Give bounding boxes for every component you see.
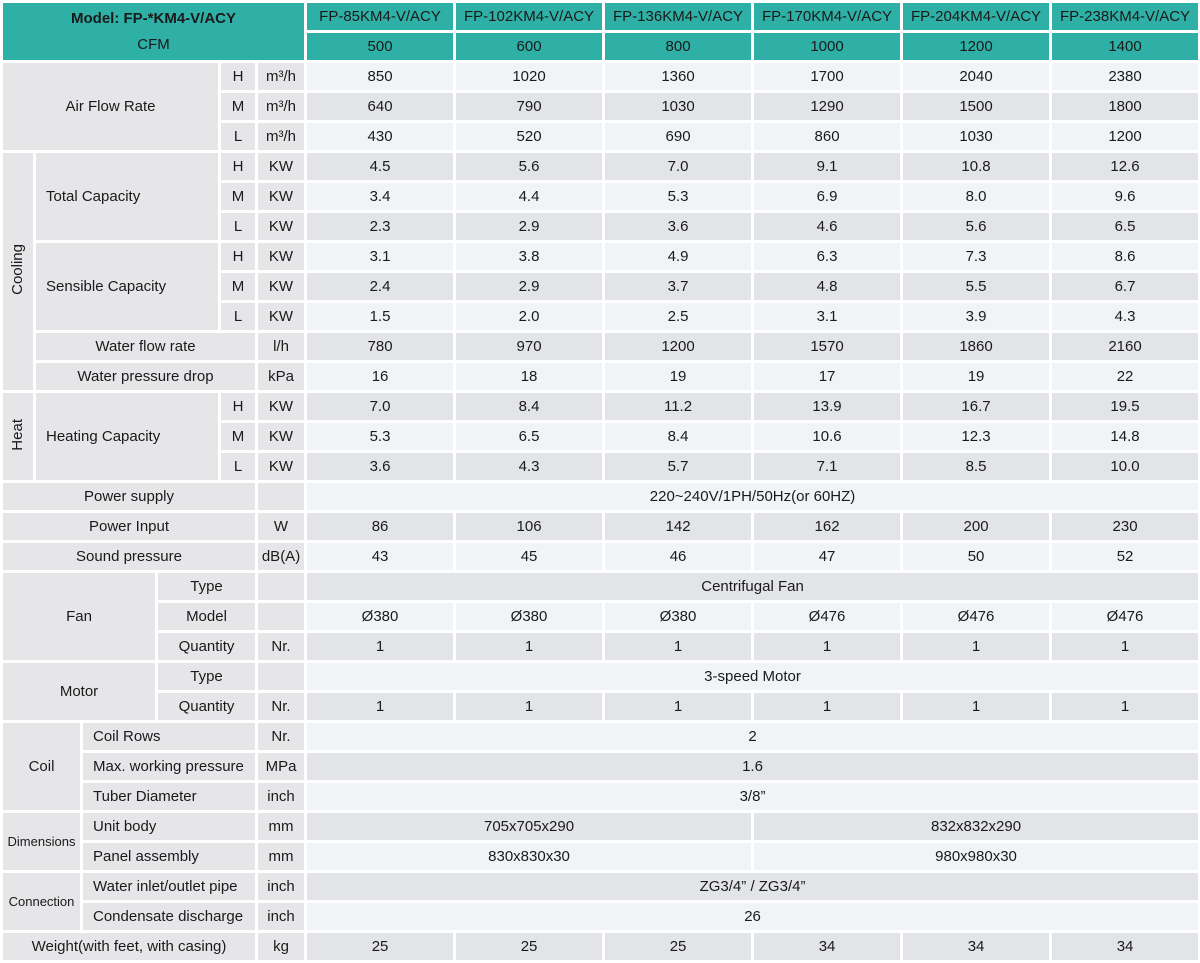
value-cell: 3.8: [456, 243, 602, 270]
value-cell: 2.9: [456, 213, 602, 240]
value-cell: 520: [456, 123, 602, 150]
value-cell: 2.5: [605, 303, 751, 330]
value-cell-max-working-pressure: 1.6: [307, 753, 1198, 780]
unit-label: KW: [258, 393, 304, 420]
value-cell-unit-body-large: 832x832x290: [754, 813, 1198, 840]
value-cell: 2.4: [307, 273, 453, 300]
unit-label: MPa: [258, 753, 304, 780]
value-cell: 4.9: [605, 243, 751, 270]
value-cell: 2.0: [456, 303, 602, 330]
speed-label: M: [221, 273, 255, 300]
value-cell-water-inlet-outlet: ZG3/4” / ZG3/4”: [307, 873, 1198, 900]
row-label-fan-model: Model: [158, 603, 255, 630]
row-label-panel-assembly: Panel assembly: [83, 843, 255, 870]
value-cell: 3.7: [605, 273, 751, 300]
value-cell: 1200: [605, 333, 751, 360]
value-cell-unit-body-small: 705x705x290: [307, 813, 751, 840]
value-cell: 3.9: [903, 303, 1049, 330]
unit-label: KW: [258, 213, 304, 240]
speed-label: H: [221, 63, 255, 90]
value-cell: 3.4: [307, 183, 453, 210]
section-label-fan: Fan: [3, 573, 155, 660]
value-cell: 850: [307, 63, 453, 90]
value-cell: 6.5: [1052, 213, 1198, 240]
cfm-header-label: CFM: [137, 35, 170, 53]
value-cell: 1: [1052, 633, 1198, 660]
speed-label: L: [221, 453, 255, 480]
value-cell: 1: [456, 633, 602, 660]
value-cell: 52: [1052, 543, 1198, 570]
row-label-power-supply: Power supply: [3, 483, 255, 510]
value-cell: Ø476: [754, 603, 900, 630]
value-cell: 1: [456, 693, 602, 720]
unit-label: KW: [258, 453, 304, 480]
row-label-heating-capacity: Heating Capacity: [36, 393, 218, 480]
value-cell-power-supply: 220~240V/1PH/50Hz(or 60HZ): [307, 483, 1198, 510]
value-cell: 4.4: [456, 183, 602, 210]
value-cell: 19: [903, 363, 1049, 390]
value-cell: 6.5: [456, 423, 602, 450]
value-cell: 1030: [903, 123, 1049, 150]
unit-label-empty: [258, 573, 304, 600]
unit-label: Nr.: [258, 723, 304, 750]
section-label-heat: Heat: [3, 393, 33, 480]
value-cell: 1360: [605, 63, 751, 90]
value-cell: 25: [307, 933, 453, 960]
unit-label: KW: [258, 423, 304, 450]
value-cell: Ø476: [903, 603, 1049, 630]
value-cell-motor-type: 3-speed Motor: [307, 663, 1198, 690]
value-cell: 1860: [903, 333, 1049, 360]
unit-label: inch: [258, 783, 304, 810]
value-cell: 47: [754, 543, 900, 570]
value-cell-panel-assembly-large: 980x980x30: [754, 843, 1198, 870]
section-label-dimensions: Dimensions: [3, 813, 80, 870]
value-cell: 780: [307, 333, 453, 360]
value-cell: 142: [605, 513, 751, 540]
value-cell: 34: [1052, 933, 1198, 960]
value-cell: 14.8: [1052, 423, 1198, 450]
value-cell: 34: [903, 933, 1049, 960]
value-cell: 16.7: [903, 393, 1049, 420]
value-cell: 8.4: [456, 393, 602, 420]
value-cell-fan-type: Centrifugal Fan: [307, 573, 1198, 600]
value-cell: 8.0: [903, 183, 1049, 210]
unit-label: mm: [258, 843, 304, 870]
value-cell: 970: [456, 333, 602, 360]
value-cell: 640: [307, 93, 453, 120]
value-cell: 5.7: [605, 453, 751, 480]
value-cell: 6.7: [1052, 273, 1198, 300]
value-cell: 2380: [1052, 63, 1198, 90]
value-cell: 1: [605, 693, 751, 720]
unit-label: Nr.: [258, 693, 304, 720]
value-cell: 7.0: [605, 153, 751, 180]
value-cell: 1030: [605, 93, 751, 120]
value-cell: 1: [605, 633, 751, 660]
unit-label: l/h: [258, 333, 304, 360]
cfm-value: 800: [605, 33, 751, 60]
value-cell: 790: [456, 93, 602, 120]
row-label-coil-rows: Coil Rows: [83, 723, 255, 750]
row-label-sound-pressure: Sound pressure: [3, 543, 255, 570]
unit-label: KW: [258, 243, 304, 270]
cfm-value: 600: [456, 33, 602, 60]
column-header-model: FP-170KM4-V/ACY: [754, 3, 900, 30]
row-label-water-pressure-drop: Water pressure drop: [36, 363, 255, 390]
value-cell: 22: [1052, 363, 1198, 390]
speed-label: M: [221, 93, 255, 120]
value-cell: 17: [754, 363, 900, 390]
cfm-value: 1400: [1052, 33, 1198, 60]
cfm-value: 1200: [903, 33, 1049, 60]
value-cell: 1500: [903, 93, 1049, 120]
value-cell: 860: [754, 123, 900, 150]
column-header-model: FP-136KM4-V/ACY: [605, 3, 751, 30]
model-header-label: Model: FP-*KM4-V/ACY: [71, 9, 237, 27]
value-cell: Ø380: [456, 603, 602, 630]
value-cell: 19.5: [1052, 393, 1198, 420]
unit-label: W: [258, 513, 304, 540]
section-label-motor: Motor: [3, 663, 155, 720]
unit-label: Nr.: [258, 633, 304, 660]
value-cell: 4.3: [1052, 303, 1198, 330]
row-label-fan-quantity: Quantity: [158, 633, 255, 660]
value-cell: 12.3: [903, 423, 1049, 450]
unit-label: inch: [258, 873, 304, 900]
value-cell: 200: [903, 513, 1049, 540]
value-cell: 45: [456, 543, 602, 570]
column-header-model: FP-85KM4-V/ACY: [307, 3, 453, 30]
value-cell: 1: [307, 693, 453, 720]
value-cell-coil-rows: 2: [307, 723, 1198, 750]
value-cell: 7.3: [903, 243, 1049, 270]
speed-label: M: [221, 183, 255, 210]
unit-label: KW: [258, 303, 304, 330]
value-cell: 1800: [1052, 93, 1198, 120]
value-cell: 4.8: [754, 273, 900, 300]
value-cell: 1700: [754, 63, 900, 90]
unit-label-empty: [258, 663, 304, 690]
value-cell: Ø476: [1052, 603, 1198, 630]
row-label-max-working-pressure: Max. working pressure: [83, 753, 255, 780]
value-cell: 8.4: [605, 423, 751, 450]
value-cell: 3.1: [754, 303, 900, 330]
speed-label: M: [221, 423, 255, 450]
value-cell: 5.5: [903, 273, 1049, 300]
unit-label: mm: [258, 813, 304, 840]
row-label-fan-type: Type: [158, 573, 255, 600]
unit-label: m³/h: [258, 123, 304, 150]
value-cell: 1: [754, 693, 900, 720]
value-cell: 430: [307, 123, 453, 150]
value-cell: 7.0: [307, 393, 453, 420]
value-cell: 230: [1052, 513, 1198, 540]
speed-label: L: [221, 123, 255, 150]
value-cell: 5.6: [903, 213, 1049, 240]
value-cell: 46: [605, 543, 751, 570]
value-cell: 7.1: [754, 453, 900, 480]
speed-label: H: [221, 393, 255, 420]
value-cell: 8.6: [1052, 243, 1198, 270]
value-cell: Ø380: [307, 603, 453, 630]
value-cell: 690: [605, 123, 751, 150]
value-cell: Ø380: [605, 603, 751, 630]
value-cell: 18: [456, 363, 602, 390]
value-cell: 106: [456, 513, 602, 540]
value-cell: 1290: [754, 93, 900, 120]
unit-label-empty: [258, 483, 304, 510]
row-label-motor-type: Type: [158, 663, 255, 690]
row-label-power-input: Power Input: [3, 513, 255, 540]
value-cell: 10.6: [754, 423, 900, 450]
value-cell: 25: [456, 933, 602, 960]
value-cell: 86: [307, 513, 453, 540]
speed-label: L: [221, 213, 255, 240]
value-cell-panel-assembly-small: 830x830x30: [307, 843, 751, 870]
model-header-cell: [3, 3, 304, 60]
value-cell: 50: [903, 543, 1049, 570]
value-cell: 1: [903, 633, 1049, 660]
value-cell: 9.6: [1052, 183, 1198, 210]
value-cell-condensate-discharge: 26: [307, 903, 1198, 930]
value-cell: 1200: [1052, 123, 1198, 150]
value-cell: 1020: [456, 63, 602, 90]
cfm-value: 500: [307, 33, 453, 60]
unit-label: kPa: [258, 363, 304, 390]
value-cell: 25: [605, 933, 751, 960]
value-cell: 10.8: [903, 153, 1049, 180]
speed-label: L: [221, 303, 255, 330]
unit-label: kg: [258, 933, 304, 960]
value-cell: 11.2: [605, 393, 751, 420]
value-cell: 4.3: [456, 453, 602, 480]
value-cell: 3.1: [307, 243, 453, 270]
value-cell: 162: [754, 513, 900, 540]
value-cell: 3.6: [605, 213, 751, 240]
unit-label: KW: [258, 153, 304, 180]
value-cell: 6.9: [754, 183, 900, 210]
unit-label: m³/h: [258, 93, 304, 120]
row-label-tuber-diameter: Tuber Diameter: [83, 783, 255, 810]
column-header-model: FP-102KM4-V/ACY: [456, 3, 602, 30]
value-cell: 13.9: [754, 393, 900, 420]
value-cell: 5.3: [307, 423, 453, 450]
value-cell: 34: [754, 933, 900, 960]
row-label-total-capacity: Total Capacity: [36, 153, 218, 240]
value-cell: 5.6: [456, 153, 602, 180]
row-label-water-flow-rate: Water flow rate: [36, 333, 255, 360]
section-label-coil: Coil: [3, 723, 80, 810]
value-cell: 4.5: [307, 153, 453, 180]
cfm-value: 1000: [754, 33, 900, 60]
value-cell: 19: [605, 363, 751, 390]
value-cell: 9.1: [754, 153, 900, 180]
value-cell: 1570: [754, 333, 900, 360]
value-cell: 2160: [1052, 333, 1198, 360]
column-header-model: FP-238KM4-V/ACY: [1052, 3, 1198, 30]
value-cell: 1: [1052, 693, 1198, 720]
unit-label: dB(A): [258, 543, 304, 570]
value-cell: 1: [754, 633, 900, 660]
unit-label: inch: [258, 903, 304, 930]
value-cell: 5.3: [605, 183, 751, 210]
row-label-condensate-discharge: Condensate discharge: [83, 903, 255, 930]
row-label-unit-body: Unit body: [83, 813, 255, 840]
section-label-cooling: Cooling: [3, 153, 33, 390]
value-cell: 3.6: [307, 453, 453, 480]
value-cell: 10.0: [1052, 453, 1198, 480]
column-header-model: FP-204KM4-V/ACY: [903, 3, 1049, 30]
value-cell: 2.9: [456, 273, 602, 300]
value-cell: 2.3: [307, 213, 453, 240]
value-cell: 1: [307, 633, 453, 660]
value-cell: 1: [903, 693, 1049, 720]
row-label-motor-quantity: Quantity: [158, 693, 255, 720]
value-cell: 1.5: [307, 303, 453, 330]
value-cell: 2040: [903, 63, 1049, 90]
value-cell: 12.6: [1052, 153, 1198, 180]
row-label-water-inlet-outlet: Water inlet/outlet pipe: [83, 873, 255, 900]
speed-label: H: [221, 153, 255, 180]
row-label-weight: Weight(with feet, with casing): [3, 933, 255, 960]
row-label-air-flow: Air Flow Rate: [3, 63, 218, 150]
value-cell-tuber-diameter: 3/8”: [307, 783, 1198, 810]
unit-label: KW: [258, 273, 304, 300]
row-label-sensible-capacity: Sensible Capacity: [36, 243, 218, 330]
speed-label: H: [221, 243, 255, 270]
value-cell: 43: [307, 543, 453, 570]
unit-label: m³/h: [258, 63, 304, 90]
section-label-connection: Connection: [3, 873, 80, 930]
value-cell: 6.3: [754, 243, 900, 270]
value-cell: 4.6: [754, 213, 900, 240]
unit-label-empty: [258, 603, 304, 630]
unit-label: KW: [258, 183, 304, 210]
value-cell: 8.5: [903, 453, 1049, 480]
value-cell: 16: [307, 363, 453, 390]
